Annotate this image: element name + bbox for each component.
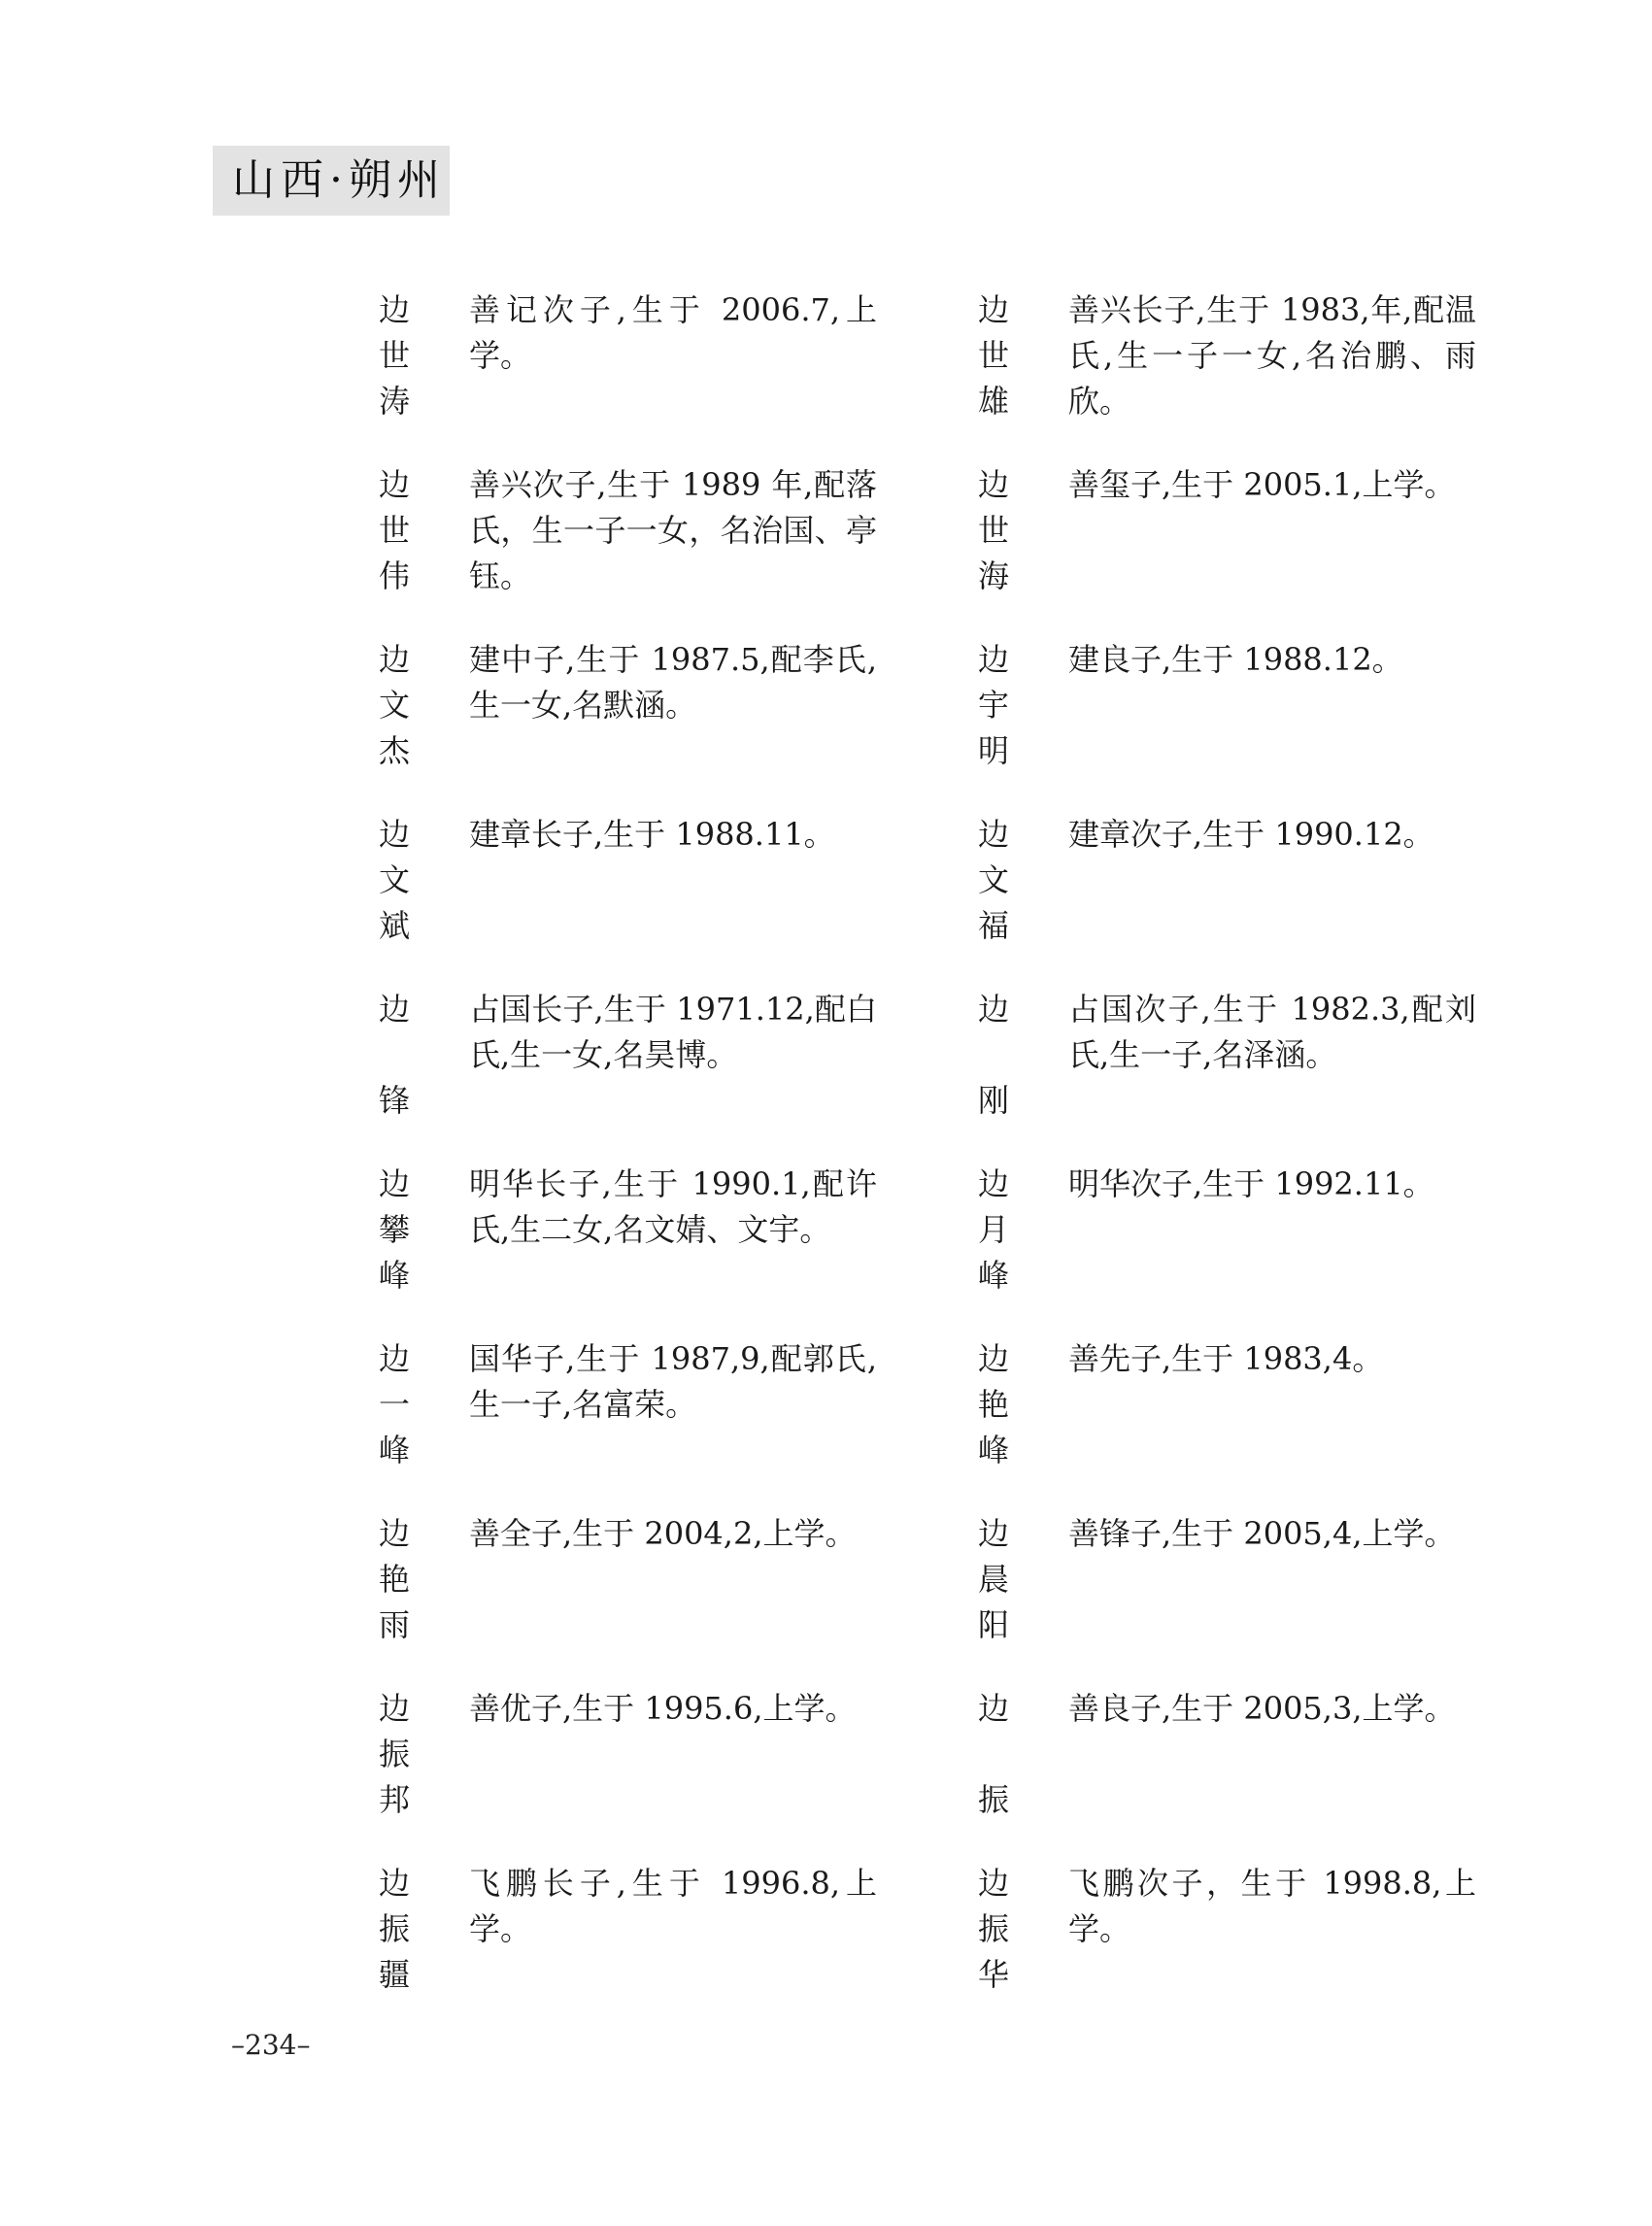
person-description: 占国次子,生于 1982.3,配刘氏,生一子,名泽涵。: [1068, 991, 1476, 1073]
page-number: –234–: [231, 2029, 311, 2061]
genealogy-entry: [374, 1162, 893, 1317]
name-char: 边: [378, 1165, 410, 1202]
name-char: 边: [378, 816, 410, 853]
genealogy-entry: [374, 462, 893, 618]
genealogy-entry: [973, 1162, 1478, 1317]
genealogy-entry: [973, 812, 1478, 967]
person-description: 善全子,生于 2004,2,上学。: [469, 1515, 857, 1552]
name-char: 边: [977, 291, 1009, 328]
person-description: 国华子,生于 1987,9,配郭氏,生一子,名富荣。: [469, 1340, 877, 1423]
name-char: 振: [977, 1781, 1009, 1818]
genealogy-entry: [973, 637, 1478, 793]
name-char: 福: [977, 907, 1009, 944]
name-char: 斌: [378, 907, 410, 944]
name-char: 峰: [977, 1257, 1009, 1294]
name-char: 攀: [378, 1211, 410, 1248]
entry-row: [0, 287, 1652, 443]
name-char: 疆: [378, 1956, 410, 1993]
person-name: [374, 1336, 415, 1482]
name-char: 边: [977, 1865, 1009, 1902]
name-char: 振: [977, 1910, 1009, 1947]
name-char: 文: [977, 861, 1009, 898]
name-char: 边: [378, 1340, 410, 1377]
entry-row: [0, 987, 1652, 1142]
name-char: 宇: [977, 687, 1009, 724]
name-char: 一: [378, 1386, 410, 1423]
name-char: 锋: [378, 1082, 410, 1119]
person-name: [374, 462, 415, 608]
person-name: [973, 812, 1014, 958]
genealogy-entry: [973, 462, 1478, 618]
genealogy-entry: [973, 1861, 1478, 2016]
name-char: 世: [378, 512, 410, 549]
name-char: 涛: [378, 383, 410, 420]
person-name: [374, 987, 415, 1132]
person-name: [973, 987, 1014, 1132]
name-char: 世: [378, 337, 410, 374]
genealogy-entry: [374, 987, 893, 1142]
person-name: [374, 1861, 415, 2007]
name-char: 刚: [977, 1082, 1009, 1119]
name-char: 边: [977, 641, 1009, 678]
genealogy-entry: [374, 1336, 893, 1492]
person-description: 建良子,生于 1988.12。: [1068, 641, 1403, 678]
genealogy-entry: [973, 1511, 1478, 1667]
person-description: 明华长子,生于 1990.1,配许氏,生二女,名文婧、文宇。: [469, 1165, 877, 1248]
name-char: 边: [977, 1340, 1009, 1377]
person-name: [374, 1162, 415, 1307]
person-name: [973, 1511, 1014, 1657]
name-char: 边: [378, 991, 410, 1028]
entry-row: [0, 462, 1652, 618]
person-description: 善兴次子,生于 1989 年,配落氏，生一子一女，名治国、亭钰。: [469, 466, 877, 594]
chapter-title: 山西·朔州: [232, 155, 446, 205]
name-char: 边: [378, 641, 410, 678]
person-name: [374, 812, 415, 958]
name-char: 月: [977, 1211, 1009, 1248]
person-name: [973, 287, 1014, 433]
person-description: 明华次子,生于 1992.11。: [1068, 1165, 1434, 1202]
name-char: 晨: [977, 1561, 1009, 1598]
name-char: 边: [977, 816, 1009, 853]
genealogy-entry: [973, 1336, 1478, 1492]
person-name: [973, 1861, 1014, 2007]
entry-row: [0, 1162, 1652, 1317]
genealogy-entry: [374, 812, 893, 967]
name-char: 边: [378, 1515, 410, 1552]
entry-row: [0, 1336, 1652, 1492]
person-name: [973, 1162, 1014, 1307]
name-char: 峰: [378, 1432, 410, 1468]
name-char: 阳: [977, 1606, 1009, 1643]
genealogy-entry: [374, 1686, 893, 1841]
person-description: 建章长子,生于 1988.11。: [469, 816, 835, 853]
entry-row: [0, 637, 1652, 793]
name-char: 边: [378, 1865, 410, 1902]
entry-row: [0, 1511, 1652, 1667]
name-char: 振: [378, 1910, 410, 1947]
person-name: [374, 1686, 415, 1832]
entry-row: [0, 1861, 1652, 2016]
person-description: 飞鹏长子,生于 1996.8,上学。: [469, 1865, 877, 1947]
person-description: 建中子,生于 1987.5,配李氏,生一女,名默涵。: [469, 641, 877, 724]
name-char: 边: [378, 291, 410, 328]
person-description: 飞鹏次子，生于 1998.8,上学。: [1068, 1865, 1476, 1947]
name-char: 边: [977, 991, 1009, 1028]
name-char: 雄: [977, 383, 1009, 420]
person-name: [973, 1336, 1014, 1482]
person-name: [973, 637, 1014, 783]
genealogy-entry: [374, 1511, 893, 1667]
name-char: 边: [977, 1165, 1009, 1202]
entry-row: [0, 1686, 1652, 1841]
name-char: 邦: [378, 1781, 410, 1818]
entry-row: [0, 812, 1652, 967]
name-char: 边: [378, 466, 410, 503]
name-char: 艳: [977, 1386, 1009, 1423]
person-description: 占国长子,生于 1971.12,配白氏,生一女,名昊博。: [469, 991, 877, 1073]
name-char: 边: [977, 1690, 1009, 1727]
name-char: 伟: [378, 557, 410, 594]
name-char: 世: [977, 337, 1009, 374]
genealogy-entry: [374, 287, 893, 443]
name-char: 海: [977, 557, 1009, 594]
person-name: [973, 462, 1014, 608]
name-char: 峰: [977, 1432, 1009, 1468]
person-name: [374, 287, 415, 433]
person-description: 善良子,生于 2005,3,上学。: [1068, 1690, 1456, 1727]
person-description: 善锋子,生于 2005,4,上学。: [1068, 1515, 1456, 1552]
person-description: 善玺子,生于 2005.1,上学。: [1068, 466, 1456, 503]
name-char: 杰: [378, 732, 410, 769]
name-char: 华: [977, 1956, 1009, 1993]
name-char: 边: [378, 1690, 410, 1727]
name-char: 世: [977, 512, 1009, 549]
name-char: 边: [977, 1515, 1009, 1552]
name-char: 边: [977, 466, 1009, 503]
person-description: 善兴长子,生于 1983,年,配温氏,生一子一女,名治鹏、雨欣。: [1068, 291, 1476, 420]
genealogy-entry: [973, 287, 1478, 443]
person-name: [973, 1686, 1014, 1832]
person-description: 善优子,生于 1995.6,上学。: [469, 1690, 857, 1727]
name-char: 文: [378, 861, 410, 898]
name-char: 雨: [378, 1606, 410, 1643]
person-description: 善记次子,生于 2006.7,上学。: [469, 291, 877, 374]
genealogy-entry: [973, 1686, 1478, 1841]
person-name: [374, 1511, 415, 1657]
name-char: 文: [378, 687, 410, 724]
genealogy-entry: [374, 1861, 893, 2016]
person-description: 建章次子,生于 1990.12。: [1068, 816, 1434, 853]
name-char: 明: [977, 732, 1009, 769]
name-char: 峰: [378, 1257, 410, 1294]
name-char: 艳: [378, 1561, 410, 1598]
person-name: [374, 637, 415, 783]
person-description: 善先子,生于 1983,4。: [1068, 1340, 1384, 1377]
genealogy-entry: [973, 987, 1478, 1142]
name-char: 振: [378, 1736, 410, 1772]
genealogy-entry: [374, 637, 893, 793]
